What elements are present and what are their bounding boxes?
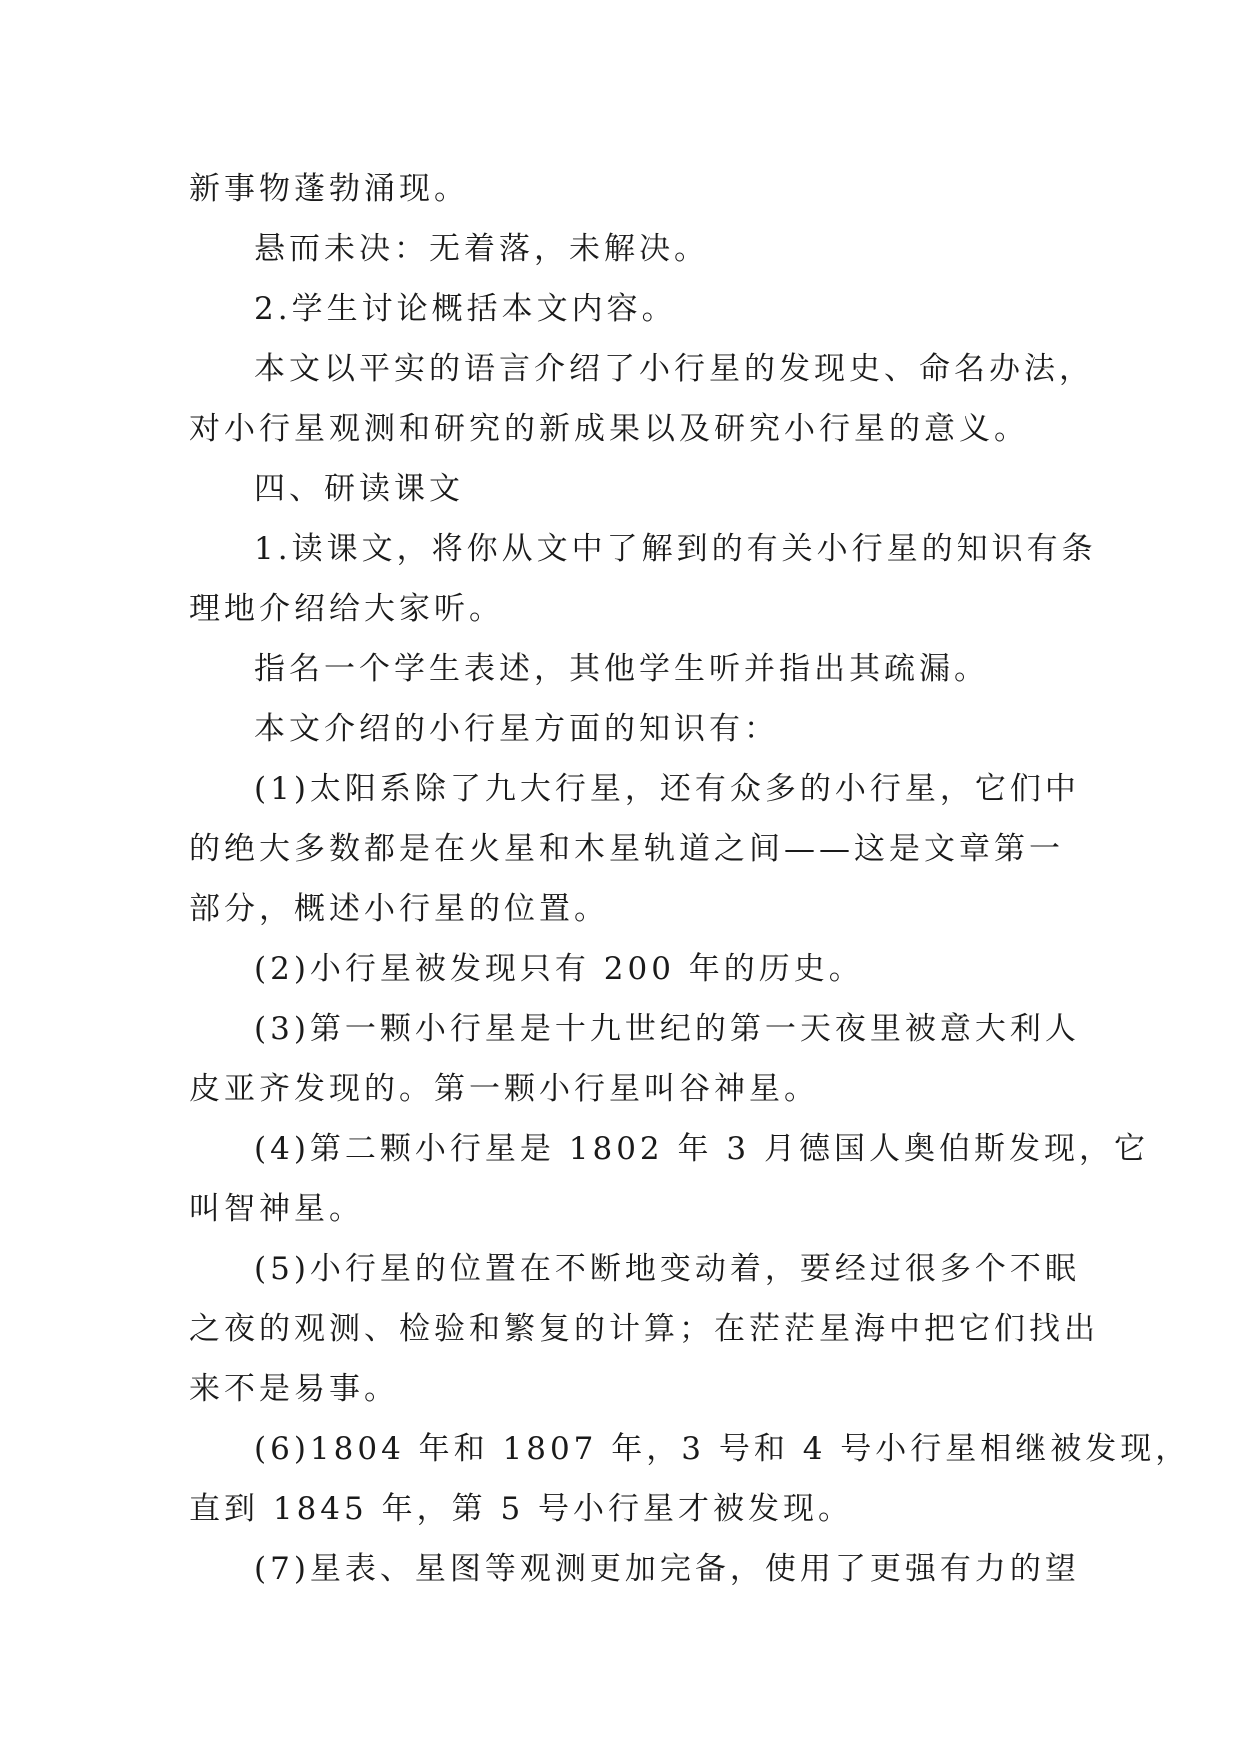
list-item-text: (3)第一颗小行星是十九世纪的第一天夜里被意大利人 <box>254 1011 1080 1047</box>
list-item-text: (1)太阳系除了九大行星，还有众多的小行星，它们中 <box>254 771 1080 807</box>
text-line: 理地介绍给大家听。 <box>189 591 504 627</box>
list-item-text: 部分，概述小行星的位置。 <box>189 891 609 927</box>
section-heading: 四、研读课文 <box>254 471 464 507</box>
text-line: 新事物蓬勃涌现。 <box>189 171 469 207</box>
text-line: 悬而未决：无着落，未解决。 <box>254 231 709 267</box>
text-line: 对小行星观测和研究的新成果以及研究小行星的意义。 <box>189 411 1029 447</box>
text-line: 本文介绍的小行星方面的知识有： <box>254 711 779 747</box>
text-line: 指名一个学生表述，其他学生听并指出其疏漏。 <box>254 651 989 687</box>
list-item-text: (7)星表、星图等观测更加完备，使用了更强有力的望 <box>254 1551 1080 1587</box>
text-line: 本文以平实的语言介绍了小行星的发现史、命名办法， <box>254 351 1094 387</box>
list-item-text: 皮亚齐发现的。第一颗小行星叫谷神星。 <box>189 1071 819 1107</box>
list-item-text: (4)第二颗小行星是 1802 年 3 月德国人奥伯斯发现，它 <box>254 1131 1149 1167</box>
list-item-text: (2)小行星被发现只有 200 年的历史。 <box>254 951 864 987</box>
document-body <box>189 159 1191 1599</box>
list-item-text: (6)1804 年和 1807 年，3 号和 4 号小行星相继被发现， <box>254 1431 1191 1467</box>
text-line: 1.读课文，将你从文中了解到的有关小行星的知识有条 <box>254 531 1097 567</box>
text-line: 2.学生讨论概括本文内容。 <box>254 291 677 327</box>
list-item-text: 直到 1845 年，第 5 号小行星才被发现。 <box>189 1491 854 1527</box>
list-item-text: 的绝大多数都是在火星和木星轨道之间——这是文章第一 <box>189 831 1064 867</box>
list-item-text: (5)小行星的位置在不断地变动着，要经过很多个不眠 <box>254 1251 1080 1287</box>
list-item-text: 叫智神星。 <box>189 1191 364 1227</box>
list-item-text: 来不是易事。 <box>189 1371 399 1407</box>
list-item-text: 之夜的观测、检验和繁复的计算；在茫茫星海中把它们找出 <box>189 1311 1099 1347</box>
